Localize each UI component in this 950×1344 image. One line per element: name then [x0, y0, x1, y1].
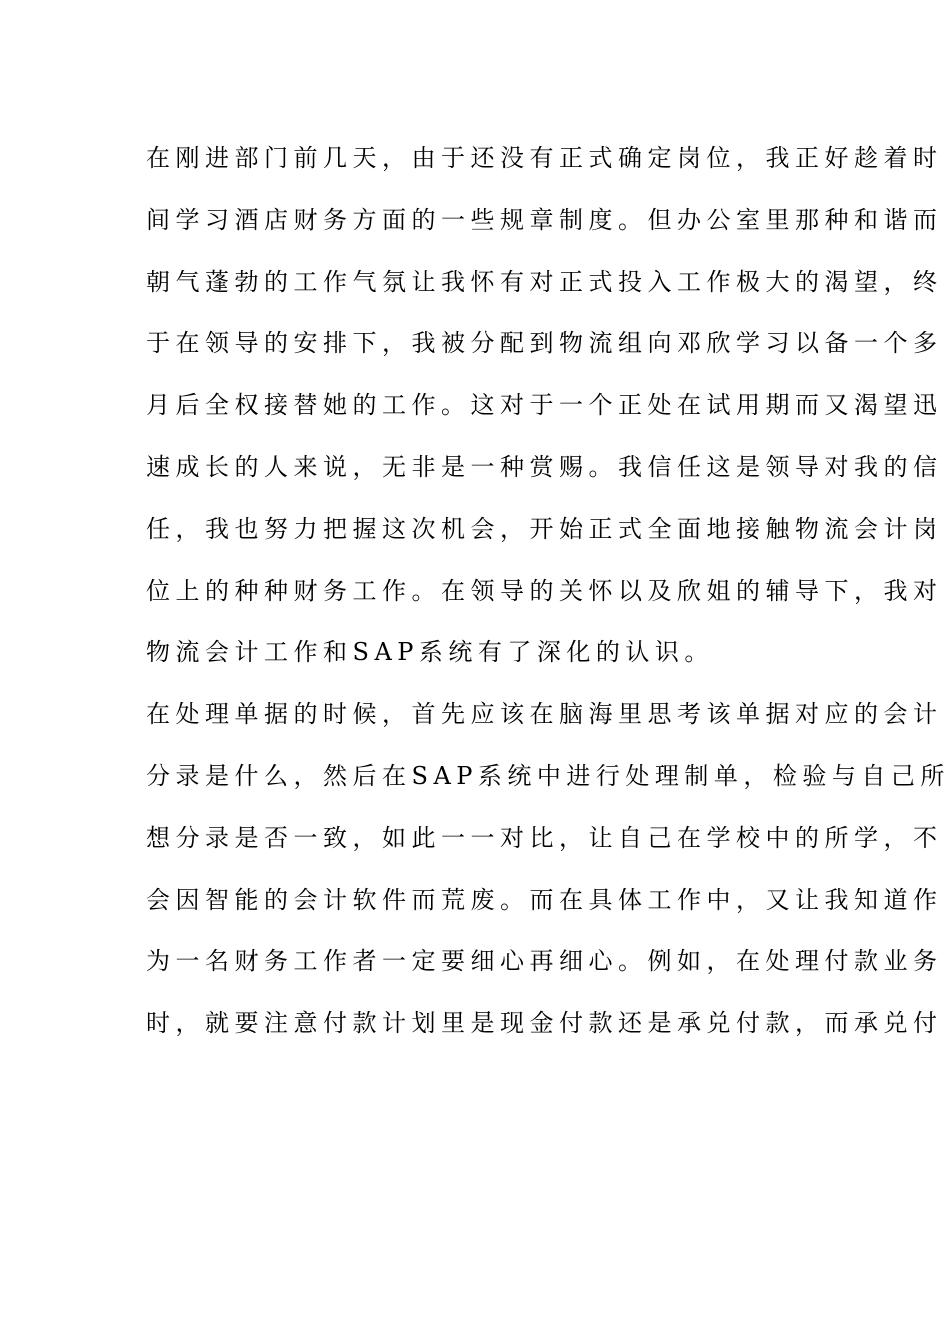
text-line: 在处理单据的时候，首先应该在脑海里思考该单据对应的会计	[146, 700, 943, 729]
text-line: 位上的种种财务工作。在领导的关怀以及欣姐的辅导下，我对	[146, 576, 943, 605]
text-line: 想分录是否一致，如此一一对比，让自己在学校中的所学，不	[146, 823, 943, 852]
text-line: 会因智能的会计软件而荒废。而在具体工作中，又让我知道作	[146, 885, 943, 914]
text-line: 间学习酒店财务方面的一些规章制度。但办公室里那种和谐而	[146, 205, 943, 234]
text-line: 物流会计工作和SAP系统有了深化的认识。	[146, 638, 714, 667]
text-line: 月后全权接替她的工作。这对于一个正处在试用期而又渴望迅	[146, 391, 943, 420]
text-line: 时，就要注意付款计划里是现金付款还是承兑付款，而承兑付	[146, 1009, 943, 1038]
text-line: 为一名财务工作者一定要细心再细心。例如，在处理付款业务	[146, 947, 943, 976]
text-line: 速成长的人来说，无非是一种赏赐。我信任这是领导对我的信	[146, 452, 943, 481]
body-text	[146, 128, 950, 1055]
text-line: 朝气蓬勃的工作气氛让我怀有对正式投入工作极大的渴望，终	[146, 267, 943, 296]
text-line: 分录是什么，然后在SAP系统中进行处理制单，检验与自己所	[146, 761, 950, 790]
text-line: 在刚进部门前几天，由于还没有正式确定岗位，我正好趁着时	[146, 144, 943, 172]
text-line: 于在领导的安排下，我被分配到物流组向邓欣学习以备一个多	[146, 329, 943, 358]
text-line: 任，我也努力把握这次机会，开始正式全面地接触物流会计岗	[146, 514, 943, 543]
